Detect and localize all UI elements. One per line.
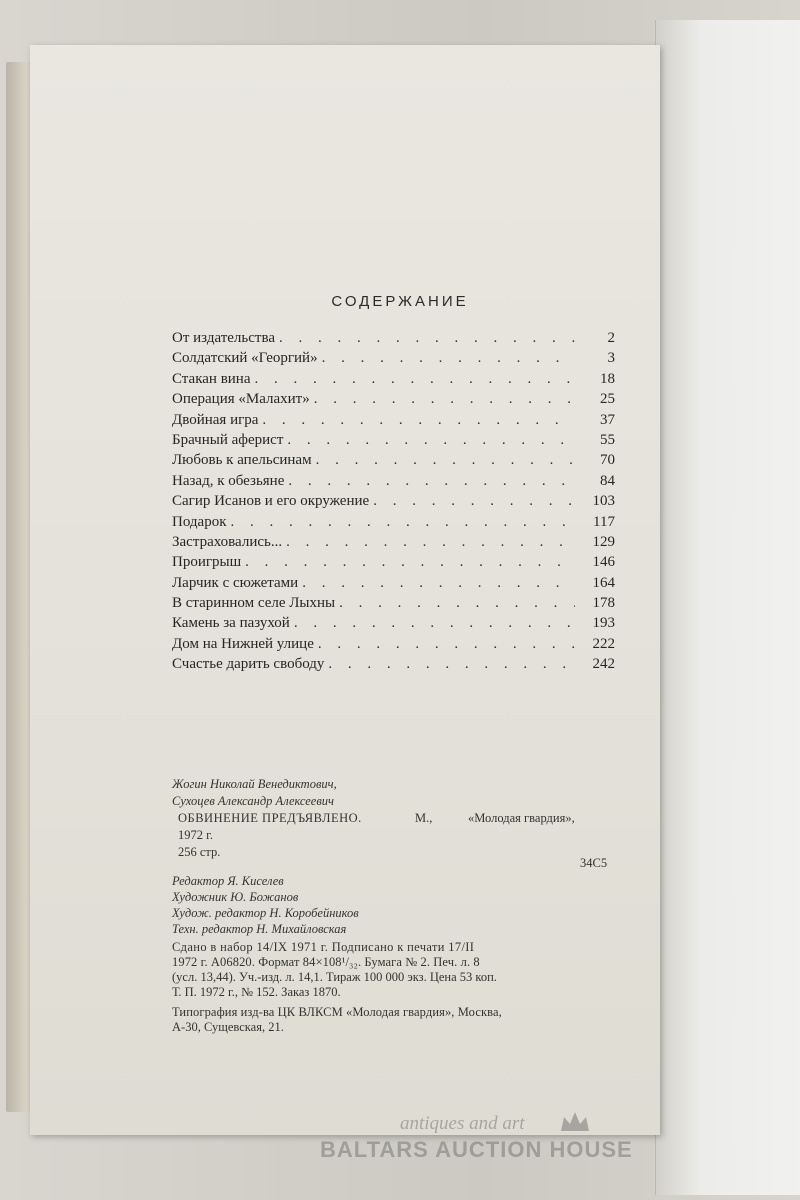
- imprint-book-title: ОБВИНЕНИЕ ПРЕДЪЯВЛЕНО.: [178, 811, 362, 825]
- toc-entry-title: Застраховались...: [172, 533, 283, 550]
- toc-entry-title: Камень за пазухой: [172, 615, 290, 632]
- toc-entry-title: Проигрыш: [172, 554, 242, 571]
- toc-leader-dots: [279, 330, 575, 347]
- toc-entry: [172, 412, 615, 432]
- toc-entry-page: 3: [607, 350, 615, 367]
- facing-page: [655, 20, 800, 1195]
- toc-leader-dots: [262, 412, 575, 429]
- toc-entry-page: 55: [600, 431, 615, 448]
- crown-icon: [558, 1109, 592, 1135]
- toc-leader-dots: [294, 615, 575, 632]
- imprint-printer: А-30, Сущевская, 21.: [172, 1020, 284, 1034]
- toc-leader-dots: [255, 371, 576, 388]
- toc-entry-title: Счастье дарить свободу: [172, 656, 325, 673]
- toc-entry: [172, 554, 615, 574]
- toc-entry: [172, 391, 615, 411]
- toc-entry-page: 242: [592, 656, 615, 673]
- contents-title: СОДЕРЖАНИЕ: [331, 293, 469, 310]
- toc-leader-dots: [286, 534, 575, 551]
- toc-entry: [172, 636, 615, 656]
- toc-leader-dots: [316, 452, 575, 469]
- auction-watermark: [320, 1113, 740, 1173]
- imprint-credit: Техн. редактор Н. Михайловская: [172, 922, 347, 936]
- toc-entry-page: 103: [592, 493, 615, 510]
- toc-entry-title: Двойная игра: [172, 411, 259, 428]
- toc-entry: [172, 432, 615, 452]
- toc-entry-page: 84: [600, 472, 615, 489]
- toc-entry-title: От издательства: [172, 330, 276, 346]
- toc-entry-page: 2: [607, 330, 615, 346]
- toc-entry-page: 18: [600, 370, 615, 387]
- toc-entry: [172, 452, 615, 472]
- imprint-authors-2: Сухоцев Александр Алексеевич: [172, 794, 334, 808]
- toc-entry: [172, 514, 615, 534]
- toc-entry: [172, 330, 615, 350]
- toc-entry-page: 25: [600, 391, 615, 408]
- imprint-credit: Редактор Я. Киселев: [172, 874, 284, 888]
- toc-entry-title: Любовь к апельсинам: [172, 452, 312, 469]
- toc-entry-title: Дом на Нижней улице: [172, 635, 314, 652]
- toc-entry-page: 37: [600, 411, 615, 428]
- toc-entry-title: Подарок: [172, 513, 227, 530]
- toc-entry: [172, 615, 615, 635]
- toc-entry-title: Операция «Малахит»: [172, 391, 310, 408]
- toc-leader-dots: [302, 575, 575, 592]
- watermark-brand: BALTARS AUCTION HOUSE: [320, 1137, 633, 1162]
- table-of-contents: [172, 330, 615, 677]
- imprint-authors-1: Жогин Николай Венедиктович,: [172, 777, 337, 791]
- toc-entry-page: 146: [592, 554, 615, 571]
- toc-entry-page: 164: [592, 574, 615, 591]
- toc-entry-title: Сагир Исанов и его окружение: [172, 493, 370, 510]
- toc-entry-page: 222: [592, 635, 615, 652]
- imprint-pages: 256 стр.: [178, 845, 221, 859]
- toc-entry: [172, 473, 615, 493]
- toc-entry: [172, 534, 615, 554]
- toc-entry-title: Брачный аферист: [172, 431, 284, 448]
- toc-leader-dots: [287, 432, 575, 449]
- toc-entry: [172, 493, 615, 513]
- imprint-print-detail: (усл. 13,44). Уч.-изд. л. 14,1. Тираж 100 000 экз. Цена 53 коп.: [172, 970, 497, 984]
- imprint-credit: Художник Ю. Божанов: [172, 890, 299, 904]
- toc-entry-page: 117: [593, 513, 615, 530]
- toc-entry-page: 193: [592, 615, 615, 632]
- imprint-print-detail: Сдано в набор 14/IX 1971 г. Подписано к печати 17/II: [172, 940, 475, 954]
- toc-leader-dots: [245, 554, 575, 571]
- toc-entry: [172, 656, 615, 676]
- toc-entry-title: Солдатский «Георгий»: [172, 350, 318, 367]
- watermark-tagline: antiques and art: [400, 1113, 525, 1134]
- toc-leader-dots: [314, 391, 575, 408]
- imprint-code: 34С5: [580, 856, 608, 870]
- toc-entry-title: Стакан вина: [172, 370, 251, 387]
- toc-leader-dots: [318, 636, 575, 653]
- toc-leader-dots: [373, 493, 575, 510]
- imprint-print-detail: Т. П. 1972 г., № 152. Заказ 1870.: [172, 985, 341, 999]
- imprint-print-detail: 1972 г. А06820. Формат 84×108¹/₃₂. Бумага № 2. Печ. л. 8: [172, 955, 480, 969]
- imprint-printer: Типография изд-ва ЦК ВЛКСМ «Молодая гвардия», Москва,: [172, 1005, 502, 1019]
- toc-entry: [172, 575, 615, 595]
- toc-leader-dots: [230, 514, 575, 531]
- toc-entry-title: Ларчик с сюжетами: [172, 574, 299, 591]
- toc-leader-dots: [339, 595, 575, 612]
- toc-entry-page: 178: [592, 595, 615, 612]
- toc-entry: [172, 371, 615, 391]
- imprint-credit: Худож. редактор Н. Коробейников: [172, 906, 359, 920]
- imprint-city: М.,: [415, 811, 433, 825]
- toc-entry: [172, 350, 615, 370]
- toc-entry-page: 70: [600, 452, 615, 469]
- imprint-publisher: «Молодая гвардия»,: [468, 811, 575, 825]
- imprint-year: 1972 г.: [178, 828, 213, 842]
- toc-entry-title: В старинном селе Лыхны: [172, 595, 336, 612]
- toc-leader-dots: [288, 473, 575, 490]
- toc-entry: [172, 595, 615, 615]
- toc-leader-dots: [322, 350, 575, 367]
- toc-leader-dots: [328, 656, 575, 673]
- toc-entry-page: 129: [592, 533, 615, 550]
- toc-entry-title: Назад, к обезьяне: [172, 472, 285, 489]
